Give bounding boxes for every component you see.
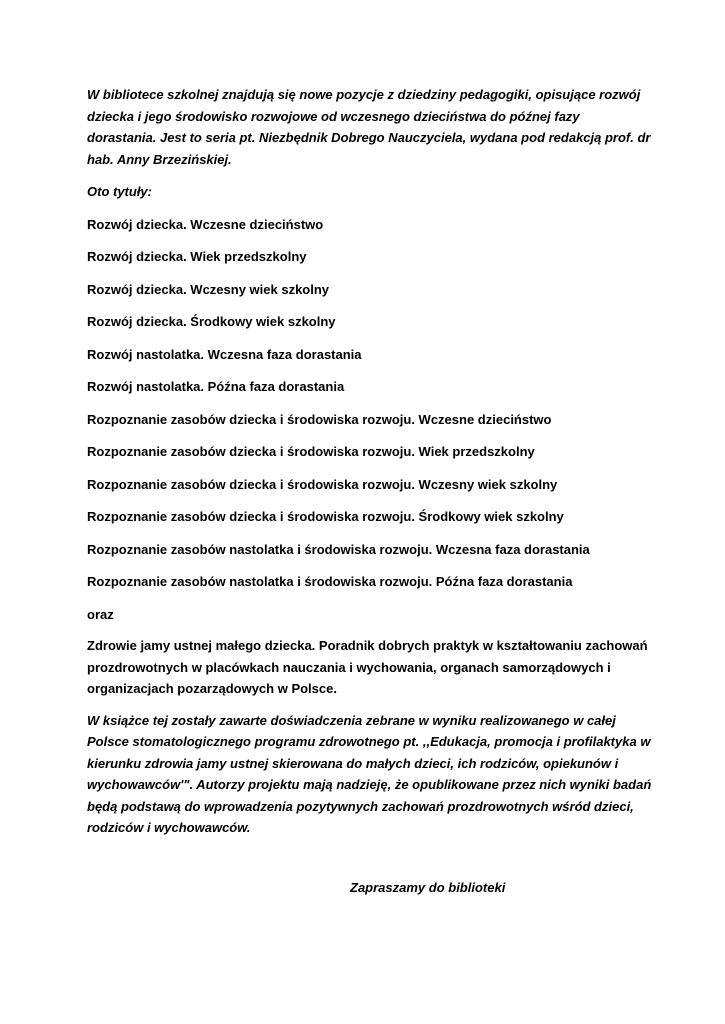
titles-heading: Oto tytuły:: [87, 184, 152, 199]
document-body: [87, 84, 652, 839]
conjunction-text: oraz: [87, 606, 114, 622]
closing-invitation: Zapraszamy do biblioteki: [350, 880, 506, 895]
intro-paragraph: W bibliotece szkolnej znajdują się nowe pozycje z dziedziny pedagogiki, opisujące rozwój dziecka i jego środowisko rozwojowe od wczesnego dzieciństwa do późnej fazy dorastania. Jest to seria pt. Niezbędnik Dobrego Nauczyciela, wydana pod redakcją prof. dr hab. Anny Brzezińskiej.: [87, 87, 651, 167]
book-title-item: Rozpoznanie zasobów nastolatka i środowiska rozwoju. Późna faza dorastania: [87, 574, 573, 589]
book-title-item: Rozpoznanie zasobów dziecka i środowiska rozwoju. Wiek przedszkolny: [87, 444, 535, 459]
book-title-item: Rozpoznanie zasobów dziecka i środowiska rozwoju. Wczesny wiek szkolny: [87, 476, 558, 492]
book-title-item: Rozwój dziecka. Wczesny wiek szkolny: [87, 281, 330, 297]
book-title-item: Rozwój dziecka. Środkowy wiek szkolny: [87, 314, 336, 329]
book-description: W książce tej zostały zawarte doświadczenia zebrane w wyniku realizowanego w całej Polsce stomatologicznego programu zdrowotnego pt. ,,Edukacja, promocja i profilaktyka w kierunku zdrowia jamy ustnej skierowana do małych dzieci, ich rodziców, opiekunów i wychowawców'". Autorzy projektu mają nadzieję, że opublikowane przez nich wyniki badań będą podstawą do wprowadzenia pozytywnych zachowań prozdrowotnych wśród dzieci, rodziców i wychowawców.: [87, 712, 652, 835]
book-title-item: Rozwój nastolatka. Wczesna faza dorastania: [87, 346, 362, 362]
extra-book-title: Zdrowie jamy ustnej małego dziecka. Poradnik dobrych praktyk w kształtowaniu zachowań prozdrowotnych w placówkach nauczania i wychowania, organach samorządowych i organizacjach pozarządowych w Polsce.: [87, 638, 648, 696]
book-title-item: Rozwój dziecka. Wiek przedszkolny: [87, 249, 307, 264]
book-title-list: [87, 214, 652, 593]
book-title-item: Rozpoznanie zasobów nastolatka i środowiska rozwoju. Wczesna faza dorastania: [87, 541, 590, 557]
book-title-item: Rozpoznanie zasobów dziecka i środowiska rozwoju. Wczesne dzieciństwo: [87, 411, 552, 427]
book-title-item: Rozwój dziecka. Wczesne dzieciństwo: [87, 216, 324, 232]
book-title-item: Rozpoznanie zasobów dziecka i środowiska rozwoju. Środkowy wiek szkolny: [87, 509, 564, 524]
book-title-item: Rozwój nastolatka. Późna faza dorastania: [87, 379, 345, 394]
